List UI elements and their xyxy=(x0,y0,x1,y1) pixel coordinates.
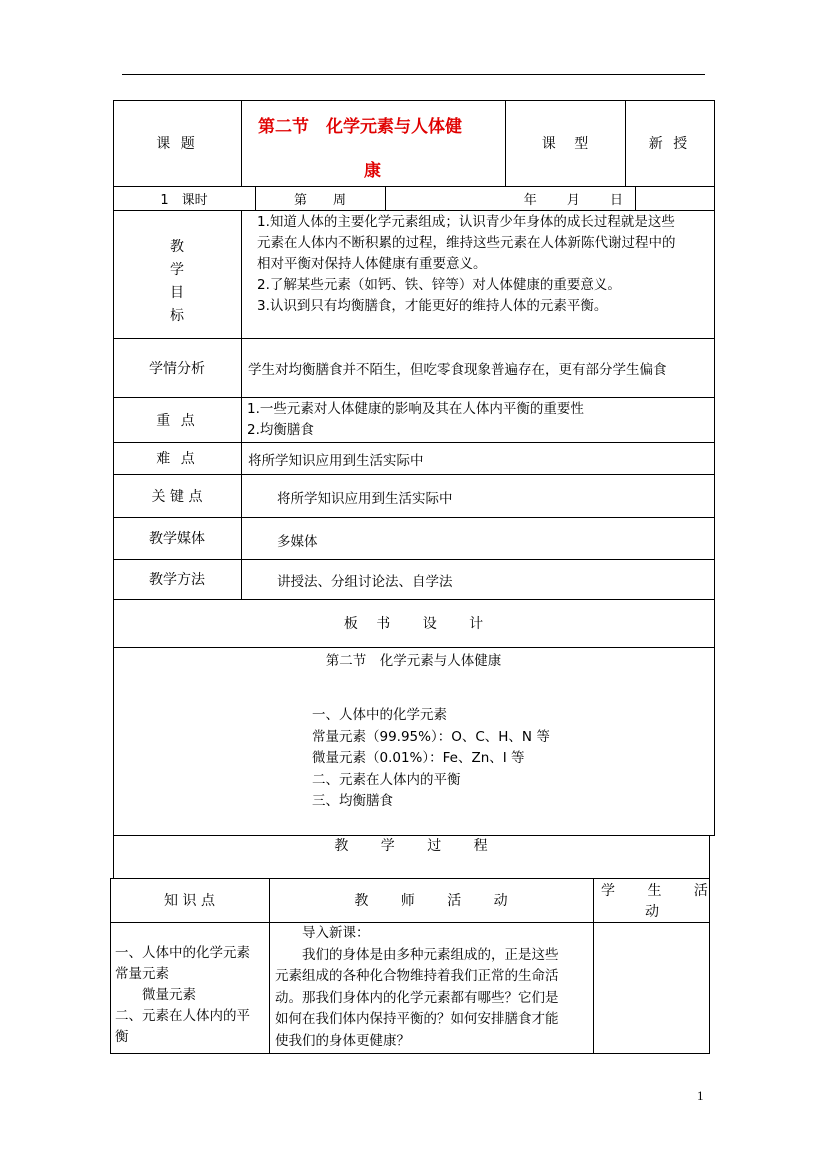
key-point-line: 2.均衡膳食 xyxy=(247,422,314,438)
table-rule xyxy=(709,878,710,1054)
board-line: 常量元素（99.95%）：O、C、H、N 等 xyxy=(312,728,550,745)
board-heading: 板 书 设 计 xyxy=(343,616,484,632)
table-rule xyxy=(635,186,636,211)
col-knowledge-header: 知 识 点 xyxy=(164,893,215,909)
crucial-text: 将所学知识应用到生活实际中 xyxy=(277,491,453,507)
board-line: 三、均衡膳食 xyxy=(312,793,393,809)
objective-line: 1.知道人体的主要化学元素组成；认识青少年身体的成长过程就是这些 xyxy=(257,214,675,230)
objectives-label-char: 目 xyxy=(170,285,184,301)
board-line: 微量元素（0.01%）：Fe、Zn、I 等 xyxy=(312,750,525,766)
board-title: 第二节 化学元素与人体健康 xyxy=(325,653,502,669)
analysis-label: 学情分析 xyxy=(149,360,205,377)
lesson-type-label: 课 型 xyxy=(541,136,589,152)
media-label: 教学媒体 xyxy=(149,531,205,547)
col-student-header-line2: 动 xyxy=(645,904,659,920)
lesson-title-line2: 康 xyxy=(364,161,381,181)
objective-line: 元素在人体内不断积累的过程，维持这些元素在人体新陈代谢过程中的 xyxy=(257,235,676,251)
page-number: 1 xyxy=(697,1088,704,1103)
knowledge-line: 一、人体中的化学元素 xyxy=(115,945,250,961)
objectives-text xyxy=(257,212,676,317)
col-student-header-line1: 学 生 活 xyxy=(601,883,708,899)
week-field: 第 周 xyxy=(293,192,346,208)
board-outline xyxy=(312,705,550,813)
date-field: 年 月 日 xyxy=(523,192,623,208)
crucial-label: 关 键 点 xyxy=(151,488,203,505)
difficult-text: 将所学知识应用到生活实际中 xyxy=(248,453,424,469)
difficult-label: 难 点 xyxy=(156,451,198,467)
objective-line: 3.认识到只有均衡膳食，才能更好的维持人体的元素平衡。 xyxy=(257,298,608,314)
table-rule xyxy=(113,210,715,211)
table-rule xyxy=(241,210,242,600)
objectives-label xyxy=(113,236,241,328)
teacher-line: 导入新课： xyxy=(275,925,370,941)
teacher-line: 元素组成的各种化合物维持着我们正常的生命活 xyxy=(275,968,559,984)
teacher-line: 如何在我们体内保持平衡的？如何安排膳食才能 xyxy=(275,1011,559,1027)
objective-line: 相对平衡对保持人体健康有重要意义。 xyxy=(257,256,487,272)
header-rule xyxy=(122,74,705,75)
table-rule xyxy=(110,1053,710,1054)
method-text: 讲授法、分组讨论法、自学法 xyxy=(277,574,453,590)
teacher-line: 我们的身体是由多种元素组成的，正是这些 xyxy=(275,946,559,963)
teacher-line: 动。那我们身体内的化学元素都有哪些？它们是 xyxy=(275,989,559,1006)
teacher-line: 使我们的身体更健康？ xyxy=(275,1032,410,1049)
class-hours: 1 课时 xyxy=(160,192,208,208)
lesson-label: 课 题 xyxy=(156,136,198,152)
table-rule xyxy=(709,835,710,878)
objective-line: 2.了解某些元素（如钙、铁、锌等）对人体健康的重要意义。 xyxy=(257,277,621,293)
knowledge-line: 二、元素在人体内的平 xyxy=(115,1008,250,1024)
method-label: 教学方法 xyxy=(149,572,205,588)
analysis-text: 学生对均衡膳食并不陌生，但吃零食现象普遍存在，更有部分学生偏食 xyxy=(248,362,667,378)
table-rule xyxy=(593,878,594,1054)
knowledge-line: 衡 xyxy=(115,1029,129,1045)
col-teacher-header: 教 师 活 动 xyxy=(354,893,508,909)
knowledge-points xyxy=(115,943,250,1048)
objectives-label-char: 标 xyxy=(170,308,184,324)
media-text: 多媒体 xyxy=(277,534,318,550)
board-line: 一、人体中的化学元素 xyxy=(312,707,447,723)
lesson-type-value: 新 授 xyxy=(648,136,691,152)
teacher-activity xyxy=(275,923,559,1052)
process-heading: 教 学 过 程 xyxy=(334,838,488,854)
table-rule xyxy=(113,647,715,648)
table-rule xyxy=(241,100,242,187)
lesson-title-line1: 第二节 化学元素与人体健 xyxy=(258,117,462,137)
board-line: 二、元素在人体内的平衡 xyxy=(312,771,461,788)
knowledge-line: 常量元素 xyxy=(115,966,169,982)
key-point-line: 1.一些元素对人体健康的影响及其在人体内平衡的重要性 xyxy=(247,401,584,417)
objectives-label-char: 学 xyxy=(170,262,184,278)
key-points-text xyxy=(247,399,584,441)
key-points-label: 重 点 xyxy=(156,412,198,429)
knowledge-line: 微量元素 xyxy=(115,987,196,1003)
objectives-label-char: 教 xyxy=(170,239,184,255)
